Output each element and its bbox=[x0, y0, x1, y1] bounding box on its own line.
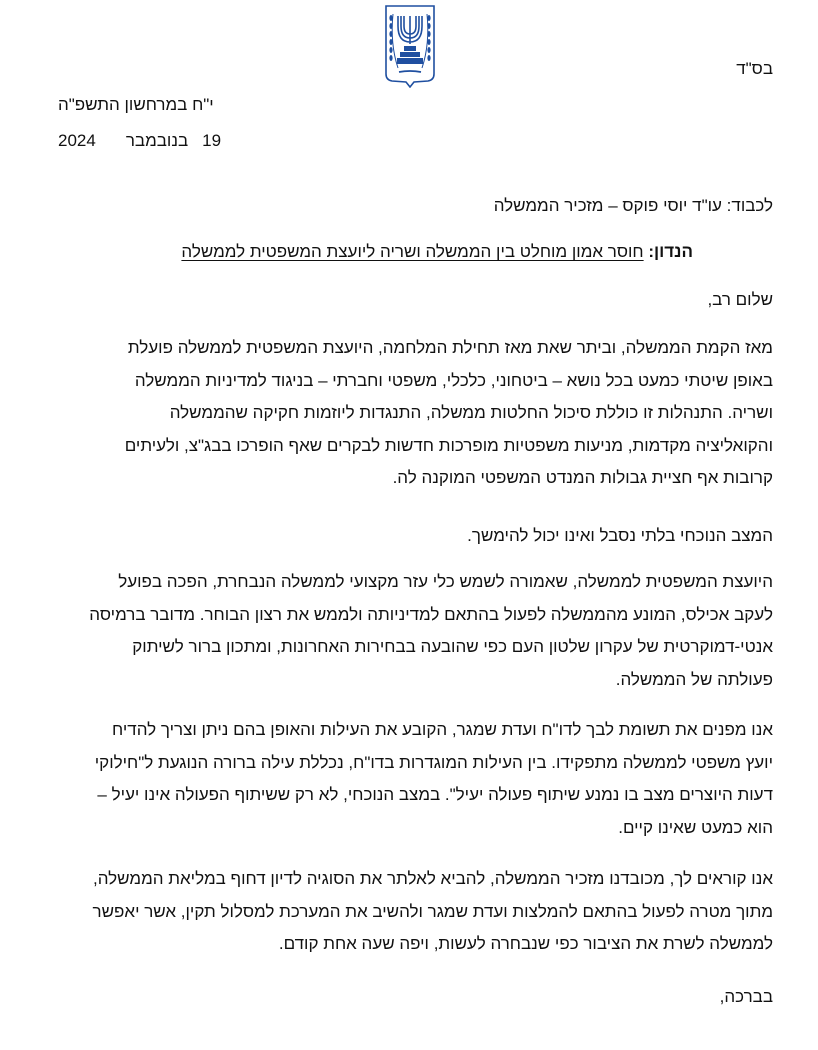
subject-label: הנדון: bbox=[648, 242, 693, 261]
addressee-line: לכבוד: עו"ד יוסי פוקס – מזכיר הממשלה bbox=[493, 196, 773, 215]
state-emblem-icon bbox=[384, 4, 436, 88]
paragraph-line: מאז הקמת הממשלה, וביתר שאת מאז תחילת המלחמה, היועצת המשפטית לממשלה פועלת bbox=[127, 338, 773, 357]
paragraph-5 bbox=[33, 863, 773, 961]
subject-text: חוסר אמון מוחלט בין הממשלה ושריה ליועצת המשפטית לממשלה bbox=[181, 242, 644, 261]
paragraph-line: יועץ משפטי לממשלה מתפקידו. בין העילות המוגדרות בדו"ח, נכללת עילה ברורה הנוגעת ל"חילוקי bbox=[94, 752, 773, 772]
paragraph-line: אנו קוראים לך, מכובדנו מזכיר הממשלה, להביא לאלתר את הסוגיה לדיון דחוף במליאת הממשלה, bbox=[93, 869, 773, 888]
paragraph-line: מתוך מטרה לפעול בהתאם להמלצות ועדת שמגר ולהשיב את המערכת למסלול תקין, אשר יאפשר bbox=[92, 901, 773, 921]
paragraph-4 bbox=[33, 714, 773, 844]
greeting: שלום רב, bbox=[707, 290, 773, 309]
paragraph-line: קרובות אף חציית גבולות המנדט המשפטי המוקנה לה. bbox=[392, 468, 773, 487]
paragraph-line: באופן שיטתי כמעט בכל נושא – ביטחוני, כלכלי, משפטי וחברתי – בניגוד למדיניות הממשלה bbox=[134, 370, 773, 390]
paragraph-line: לעקב אכילס, המונע מהממשלה לפעול בהתאם למדיניותה ולממש את רצון הבוחר. מדובר ברמיסה bbox=[89, 604, 773, 624]
paragraph-line: פעולתה של הממשלה. bbox=[615, 669, 773, 689]
gregorian-date bbox=[58, 131, 221, 151]
subject-line bbox=[181, 242, 693, 262]
paragraph-3 bbox=[33, 566, 773, 696]
paragraph-2 bbox=[33, 520, 773, 553]
paragraph-line: ושריה. התנהלות זו כוללת סיכול החלטות ממשלה, התנגדות ליוזמות חקיקה שהממשלה bbox=[169, 403, 773, 422]
paragraph-line: לממשלה לשרת את הציבור כפי שנבחרה לעשות, ויפה שעה אחת קודם. bbox=[278, 934, 773, 953]
paragraph-line: אנטי-דמוקרטית של עקרון שלטון העם כפי שהובעה בבחירות האחרונות, ומתכון ברור לשיתוק bbox=[132, 637, 773, 656]
date-year: 2024 bbox=[58, 131, 96, 150]
paragraph-line: דעות היוצרים מצב בו נמנע שיתוף פעולה יעיל". במצב הנוכחי, לא רק ששיתוף הפעולה אינו יעיל – bbox=[97, 785, 773, 804]
paragraph-1 bbox=[33, 332, 773, 495]
date-day: 19 bbox=[202, 131, 222, 150]
paragraph-line: הוא כמעט שאינו קיים. bbox=[618, 817, 773, 837]
bsd-header: בס"ד bbox=[736, 59, 773, 78]
paragraph-line: אנו מפנים את תשומת לבך לדו"ח ועדת שמגר, הקובע את העילות והאופן בהם ניתן וצריך להדיח bbox=[112, 720, 773, 739]
hebrew-date: י"ח במרחשון התשפ"ה bbox=[58, 95, 214, 114]
paragraph-line: המצב הנוכחי בלתי נסבל ואינו יכול להימשך. bbox=[467, 526, 773, 545]
date-month: בנובמבר bbox=[125, 131, 189, 150]
closing-salutation: בברכה, bbox=[719, 987, 773, 1006]
paragraph-line: היועצת המשפטית לממשלה, שאמורה לשמש כלי עזר מקצועי לממשלה הנבחרת, הפכה בפועל bbox=[118, 572, 773, 591]
paragraph-line: והקואליציה מקדמות, מניעות משפטיות מופרכות חדשות לבקרים שאף הופרכו בבג"צ, ולעיתים bbox=[124, 435, 773, 455]
